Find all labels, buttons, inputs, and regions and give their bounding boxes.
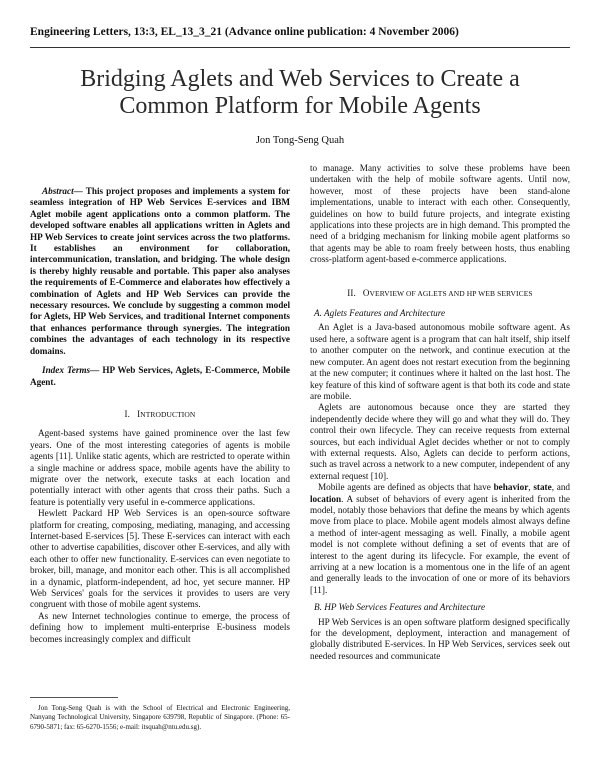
section-number: II.	[347, 287, 356, 298]
section-title-rest: NTRODUCTION	[140, 409, 196, 419]
index-terms-label: Index Terms—	[42, 365, 100, 376]
right-column	[310, 163, 570, 662]
author-footnote: Jon Tong-Seng Quah is with the School of Electrical and Electronic Engineering, Nanyang Technological University, Singapore 639798, Republic of Singapore. (Phone: 65-6790-5871; fax: 65-6270-1556; e-mail: itsquah@ntu.edu.sg).	[30, 704, 290, 731]
paper-title	[40, 66, 560, 120]
p3-text-b: ,	[528, 482, 534, 493]
section-title-rest: VERVIEW OF AGLETS AND HP WEB SERVICES	[369, 288, 533, 298]
title-line-1: Bridging Aglets and Web Services to Create a	[80, 66, 520, 92]
aglets-paragraph-1: An Aglet is a Java-based autonomous mobile software agent. As used here, a software agent is a program that can halt itself, ship itself to another computer on the network, and continue execution at the new computer. An agent does not restart execution from the beginning at the new computer; it continues where it halted on the last host. The key feature of this kind of software agent is that both its code and state are mobile.	[310, 322, 570, 401]
intro-paragraph-2: Hewlett Packard HP Web Services is an open-source software platform for creating, composing, mediating, managing, and accessing Internet-based E-services [5]. These E-services can interact with each other to advertise capabilities, discover other E-services, and ally with each other to offer new functionality. E-services can even negotiate to broker, bill, manage, and monitor each other. This is all accomplished in a dynamic, platform-independent, ad hoc, yet secure manner. HP Web Services' goals for the services it provides to users are very congruent with those of mobile agent systems.	[30, 508, 290, 610]
journal-header: Engineering Letters, 13:3, EL_13_3_21 (Advance online publication: 4 November 2006)	[30, 26, 459, 38]
aglets-paragraph-3	[310, 482, 570, 596]
term-state: state	[533, 482, 552, 493]
p3-text-d: . A subset of behaviors of every agent is inherited from the model, notably those behaviors that define the means by which agents move from place to place. Mobile agent models almost always define a method of inter-agent messaging as well. Finally, a mobile agent model is not complete without defining a set of events that are of interest to the agent during its lifecycle. For example, the event of arriving at a new location is a momentous one in the life of an agent and generally leads to the invocation of one or more of its behaviors [11].	[310, 493, 570, 595]
aglets-paragraph-2: Aglets are autonomous because once they are started they independently decide where they will go and what they will do. They control their own lifecycle. They can receive requests from external sources, but each individual Aglet decides whether or not to comply with external requests. Also, Aglets can decide to perform actions, such as travel across a network to a new computer, independent of any external request [10].	[310, 402, 570, 481]
term-behavior: behavior	[493, 482, 529, 493]
intro-continued-paragraph: to manage. Many activities to solve these problems have been undertaken with the help of mobile software agents. Until now, however, most of these projects have been stand-alone implementations, unable to interact with each other. Consequently, guidelines on how to build future projects, and integrate existing applications into these projects are in high demand. This prompted the need of a bridging mechanism for linking mobile agent platforms so that agents may be able to roam freely between hosts, thus enabling cross-platform agent-based e-commerce applications.	[310, 163, 570, 265]
header-rule	[30, 47, 570, 48]
intro-paragraph-3: As new Internet technologies continue to emerge, the process of defining how to implement multi-enterprise E-business models becomes increasingly complex and difficult	[30, 610, 290, 644]
subsection-heading-hp-web-services: B. HP Web Services Features and Architecture	[314, 602, 486, 613]
left-column	[30, 186, 290, 645]
section-heading-introduction	[30, 409, 290, 420]
subsection-heading-aglets: A. Aglets Features and Architecture	[314, 308, 446, 319]
index-terms	[30, 365, 290, 388]
section-number: I.	[124, 408, 130, 419]
footnote-rule	[30, 697, 118, 698]
author-name: Jon Tong-Seng Quah	[255, 135, 345, 146]
abstract	[30, 186, 290, 357]
hp-paragraph-1: HP Web Services is an open software platform designed specifically for the development, deployment, interaction and management of globally distributed E-services. In HP Web Services, services seek out needed resources and communicate	[310, 616, 570, 661]
section-title-first: I	[137, 408, 141, 419]
abstract-text: This project proposes and implements a system for seamless integration of HP Web Services E-services and IBM Aglet mobile agent applications onto a common platform. The developed software enables all applications written in Aglets and HP Web Services to create joint services across the two platforms. It establishes an environment for collaboration, intercommunication, translation, and bridging. The whole design is thereby highly reusable and portable. This paper also analyses the requirements of E-Commerce and elaborates how effectively a combination of Aglets and HP Web Services can provide the necessary resources. We conclude by suggesting a common model for Aglets, HP Web Services, and traditional Internet components that enhances performance through synergies. The integration combines the advantages of each technology in its respective domains.	[30, 186, 290, 356]
section-heading-overview	[310, 288, 570, 299]
p3-text-c: , and	[551, 482, 571, 493]
title-line-2: Common Platform for Mobile Agents	[119, 93, 481, 119]
p3-text-a: Mobile agents are defined as objects that have	[318, 482, 494, 493]
section-title-first: O	[362, 287, 370, 298]
intro-paragraph-1: Agent-based systems have gained prominence over the last few years. One of the most interesting categories of agents is mobile agents [11]. Unlike static agents, which are restricted to operate within a single machine or address space, mobile agents have the ability to migrate over the network, execute tasks at each location and potentially interact with other agents that cross their paths. Such a feature is potentially very useful in e-commerce applications.	[30, 428, 290, 507]
index-terms-text: HP Web Services, Aglets, E-Commerce, Mobile Agent.	[30, 365, 290, 387]
abstract-label: Abstract—	[42, 186, 83, 196]
term-location: location	[310, 493, 342, 504]
